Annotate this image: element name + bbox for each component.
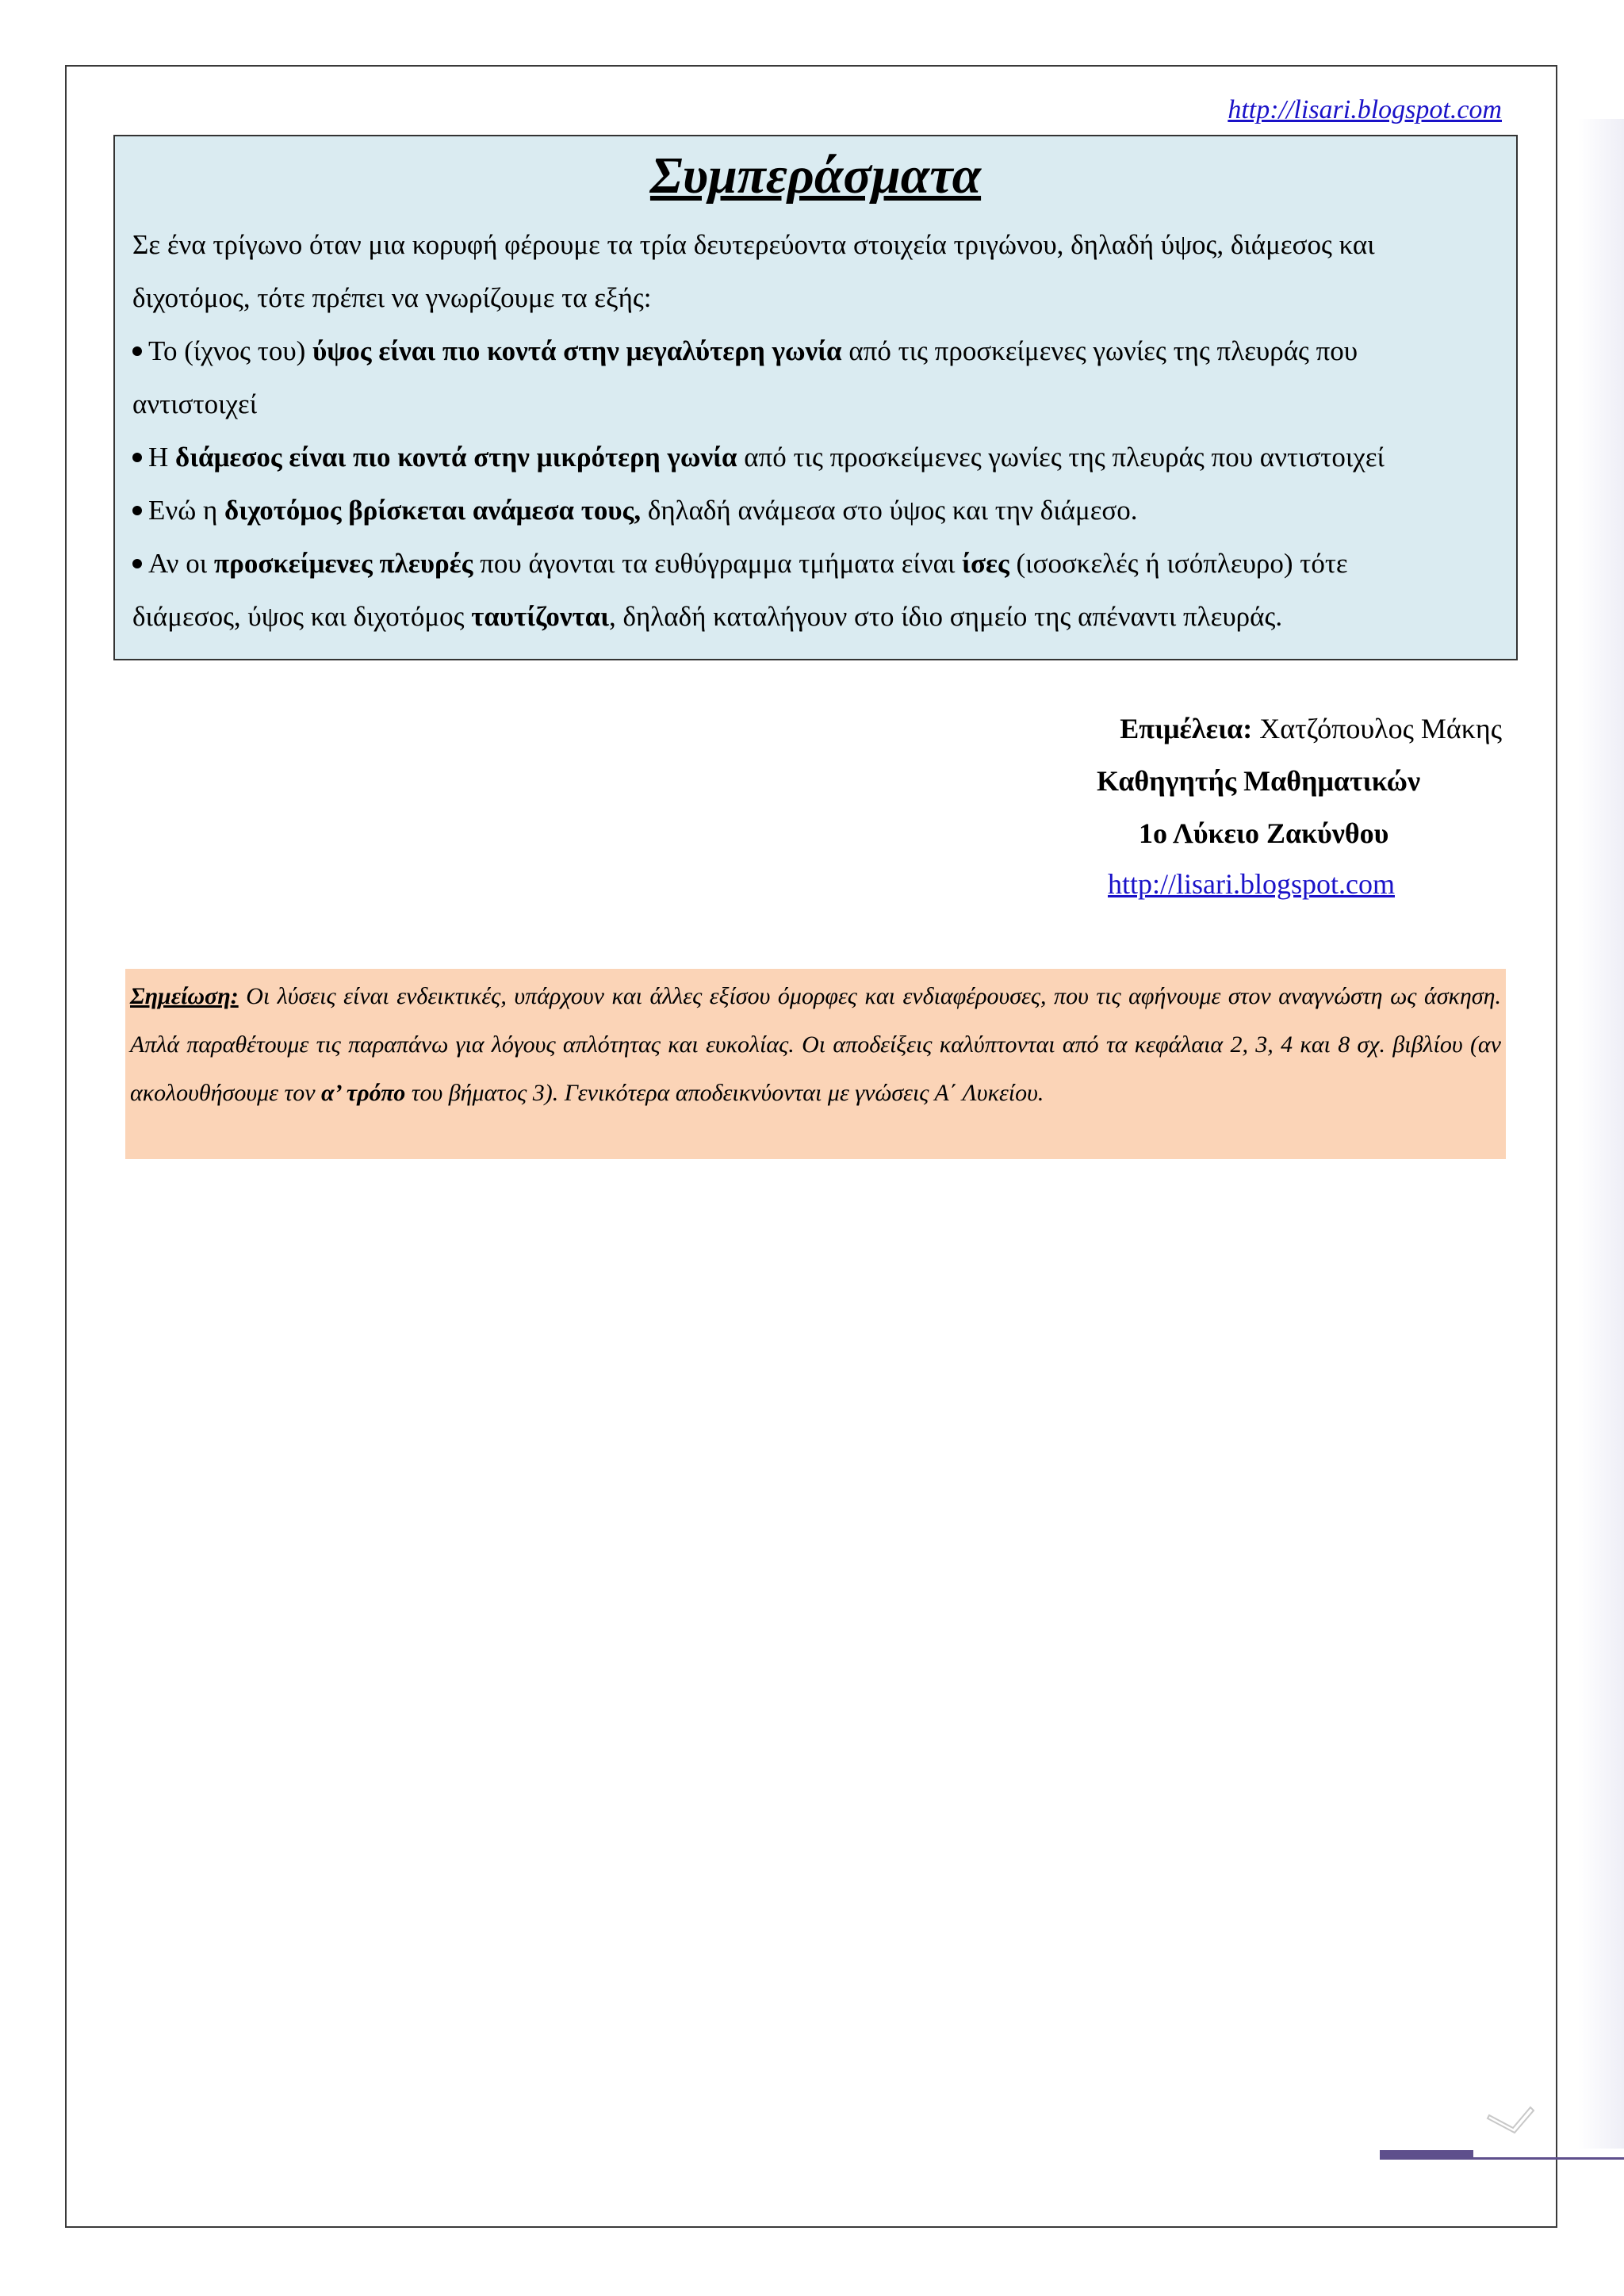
- signature-url: [1108, 867, 1395, 901]
- conclusions-text: [132, 218, 1499, 643]
- bullet-altitude: Το (ίχνος του) ύψος είναι πιο κοντά στην μεγαλύτερη γωνία από τις προσκείμενες γωνίες της πλευράς που: [132, 324, 1499, 377]
- bullet-icon: [132, 506, 142, 515]
- bullet-median: Η διάμεσος είναι πιο κοντά στην μικρότερη γωνία από τις προσκείμενες γωνίες της πλευράς που αντιστοιχεί: [132, 430, 1499, 484]
- footer-accent-line: [1473, 2157, 1624, 2160]
- intro-line-2: διχοτόμος, τότε πρέπει να γνωρίζουμε τα εξής:: [132, 282, 652, 314]
- page-edge-shade: [1578, 119, 1624, 2149]
- note-label: Σημείωση:: [130, 983, 239, 1009]
- bullet-equal-sides: Αν οι προσκείμενες πλευρές που άγονται τα ευθύγραμμα τμήματα είναι ίσες (ισοσκελές ή ισόπλευρο) τότε: [132, 537, 1499, 590]
- header-url-link[interactable]: http://lisari.blogspot.com: [1228, 95, 1502, 124]
- intro-line-1: Σε ένα τρίγωνο όταν μια κορυφή φέρουμε τα τρία δευτερεύοντα στοιχεία τριγώνου, δηλαδή ύψος, διάμεσος και: [132, 229, 1375, 261]
- conclusions-box: [113, 135, 1518, 660]
- bullet-icon: [132, 453, 142, 462]
- signature-editor: Επιμέλεια: Χατζόπουλος Μάκης: [1120, 713, 1502, 744]
- conclusions-title: Συμπεράσματα: [649, 147, 982, 205]
- bullet-icon: [132, 346, 142, 356]
- bullet-altitude-cont: αντιστοιχεί: [132, 388, 258, 420]
- signature-url-link[interactable]: http://lisari.blogspot.com: [1108, 868, 1395, 900]
- footer-accent-bar: [1380, 2150, 1473, 2160]
- bullet-bisector: Ενώ η διχοτόμος βρίσκεται ανάμεσα τους, δηλαδή ανάμεσα στο ύψος και την διάμεσο.: [132, 484, 1499, 537]
- page-corner-mark-icon: [1486, 2101, 1537, 2136]
- note-text: Σημείωση: Οι λύσεις είναι ενδεικτικές, υπάρχουν και άλλες εξίσου όμορφες και ενδιαφέρουσες, που τις αφήνουμε στον αναγνώστη ως άσκηση. Απλά παραθέτουμε τις παραπάνω για λόγους απλότητας και ευκολίας. Οι αποδείξεις καλύπτονται από τα κεφάλαια 2, 3, 4 και 8 σχ. βιβλίου (αν ακολουθήσουμε τον α’ τρόπο του βήματος 3). Γενικότερα αποδεικνύονται με γνώσεις Α΄ Λυκείου.: [130, 983, 1501, 1106]
- bullet-icon: [132, 559, 142, 568]
- signature-role: Καθηγητής Μαθηματικών: [1097, 765, 1421, 797]
- signature-school: 1ο Λύκειο Ζακύνθου: [1139, 817, 1389, 849]
- bullet-equal-sides-cont: διάμεσος, ύψος και διχοτόμος ταυτίζονται, δηλαδή καταλήγουν στο ίδιο σημείο της απέναντι πλευράς.: [132, 601, 1283, 633]
- note-box: [125, 969, 1506, 1159]
